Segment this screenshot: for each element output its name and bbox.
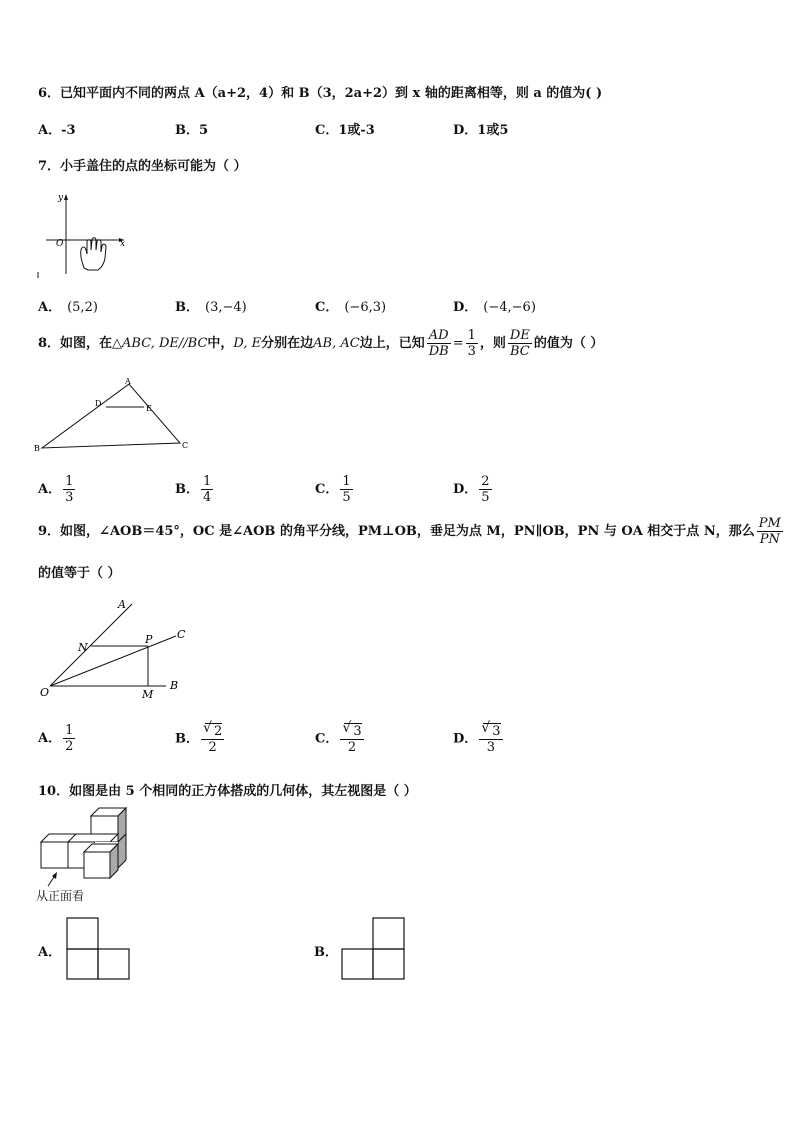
label-b: B	[170, 679, 179, 692]
option-value: -3	[61, 123, 76, 138]
q10-figure-caption: 从正面看	[36, 889, 85, 903]
sqrt-radicand: √ 2	[205, 723, 222, 739]
q10-option-b-view[interactable]	[341, 917, 407, 981]
label-m: M	[142, 688, 154, 701]
option-label: B．	[175, 731, 199, 747]
option-fraction	[201, 723, 224, 755]
q7-option-a[interactable]	[38, 296, 98, 315]
option-value: 5	[199, 123, 209, 138]
q8-equals: =	[452, 336, 464, 351]
option-label: A．	[38, 945, 62, 960]
option-label: B．	[175, 300, 199, 315]
question-8-stem	[38, 328, 603, 359]
fraction-numerator: 1	[65, 474, 74, 489]
q9-option-d[interactable]	[453, 723, 505, 755]
label-p: P	[145, 633, 153, 646]
fraction-denominator: BC	[509, 344, 530, 359]
q8-suffix: 的值为（ ）	[533, 336, 604, 351]
option-value: 1或-3	[338, 123, 375, 138]
fraction-denominator: 3	[65, 490, 74, 505]
fraction-denominator: 5	[342, 490, 351, 505]
question-9-stem	[38, 516, 785, 547]
q8-mid-3: 边上，已知	[359, 336, 425, 351]
option-value: (−4,−6)	[483, 300, 536, 315]
option-label: A．	[38, 482, 62, 497]
q10-option-b[interactable]	[314, 941, 338, 960]
option-label: A．	[38, 731, 62, 746]
q8-option-d[interactable]	[453, 474, 494, 505]
fraction-numerator: 1	[467, 328, 476, 343]
option-value: (3,−4)	[205, 300, 247, 315]
question-6-stem: 6．已知平面内不同的两点 A（a+2，4）和 B（3，2a+2）到 x 轴的距离相等，则 a 的值为( )	[38, 86, 603, 101]
option-label: B．	[175, 482, 199, 497]
option-label: C．	[315, 123, 339, 138]
option-fraction	[201, 474, 213, 505]
q8-mid-1: 中，	[207, 336, 234, 351]
fraction-numerator	[340, 723, 363, 740]
y-axis-label: y	[58, 193, 64, 203]
fraction-denominator: 2	[65, 739, 74, 754]
q8-asked-fraction	[508, 328, 532, 359]
origin-label: O	[56, 239, 64, 249]
option-fraction	[340, 474, 352, 505]
fraction-numerator: 1	[342, 474, 351, 489]
option-fraction	[340, 723, 363, 755]
q10-option-a[interactable]	[38, 941, 61, 960]
option-fraction	[63, 723, 75, 754]
fraction-numerator: DE	[509, 328, 530, 343]
option-label: A．	[38, 300, 62, 315]
x-axis-label: x	[120, 239, 126, 249]
q7-coordinate-figure	[36, 188, 136, 280]
fraction-numerator: 2	[481, 474, 490, 489]
q8-mid-2: 分别在边	[261, 336, 314, 351]
option-value: (−6,3)	[344, 300, 387, 315]
option-value: (5,2)	[67, 300, 98, 315]
q8-condition-3: AB, AC	[313, 336, 360, 351]
option-label: D．	[453, 123, 478, 138]
option-label: B．	[314, 945, 338, 960]
option-fraction	[63, 474, 75, 505]
option-label: D．	[453, 731, 478, 747]
option-value: 1或5	[477, 123, 509, 138]
q9-text: 9．如图，∠AOB＝45°，OC 是∠AOB 的角平分线，PM⊥OB，垂足为点 M，PN∥OB，PN 与 OA 相交于点 N，那么	[38, 524, 755, 539]
label-b: B	[34, 444, 40, 453]
fraction-denominator: PN	[759, 532, 780, 547]
label-n: N	[78, 641, 88, 654]
fraction-numerator: AD	[428, 328, 449, 343]
fraction-numerator	[479, 723, 502, 740]
label-o: O	[40, 686, 50, 699]
option-label: C．	[315, 482, 339, 497]
option-label: C．	[315, 731, 339, 747]
q9-option-a[interactable]	[38, 723, 77, 754]
q6-option-b[interactable]	[175, 119, 208, 138]
q8-option-a[interactable]	[38, 474, 77, 505]
label-a: A	[118, 598, 126, 611]
question-7-stem: 7．小手盖住的点的坐标可能为（ ）	[38, 159, 247, 174]
q7-option-d[interactable]	[453, 296, 536, 315]
q8-option-b[interactable]	[175, 474, 215, 505]
option-fraction	[479, 723, 502, 755]
q9-fraction	[757, 516, 783, 547]
fraction-numerator	[201, 723, 224, 740]
option-label: C．	[315, 300, 339, 315]
q6-option-a[interactable]	[38, 119, 76, 138]
fraction-numerator: 1	[203, 474, 212, 489]
option-fraction	[479, 474, 491, 505]
label-c: C	[182, 441, 189, 450]
q8-value-fraction	[466, 328, 478, 359]
option-label: A．	[38, 123, 62, 138]
q7-option-c[interactable]	[315, 296, 386, 315]
q10-option-a-view[interactable]	[66, 917, 132, 981]
q8-option-c[interactable]	[315, 474, 355, 505]
fraction-denominator: 2	[208, 740, 217, 755]
label-a: A	[125, 377, 131, 386]
label-c: C	[177, 628, 186, 641]
option-label: D．	[453, 300, 478, 315]
q7-option-b[interactable]	[175, 296, 247, 315]
fraction-numerator: PM	[758, 516, 781, 531]
fraction-denominator: 4	[203, 490, 212, 505]
q8-condition-2: D, E	[233, 336, 262, 351]
option-label: B．	[175, 123, 199, 138]
q9-angle-figure	[36, 594, 196, 704]
fraction-denominator: 3	[467, 344, 476, 359]
fraction-denominator: 5	[481, 490, 490, 505]
q8-mid-4: ，则	[479, 336, 506, 351]
q8-triangle-figure	[34, 375, 194, 455]
question-9-stem-cont: 的值等于（ ）	[38, 566, 121, 581]
option-label: D．	[453, 482, 478, 497]
q6-option-d[interactable]	[453, 119, 508, 138]
label-d: D	[95, 399, 102, 408]
fraction-numerator: 1	[65, 723, 74, 738]
fraction-denominator: 2	[347, 740, 357, 755]
sqrt-radicand: √ 3	[483, 723, 500, 739]
label-e: E	[146, 404, 152, 413]
fraction-denominator: DB	[428, 344, 449, 359]
q9-option-c[interactable]	[315, 723, 366, 755]
hand-icon	[81, 238, 106, 270]
question-10-stem: 10．如图是由 5 个相同的正方体搭成的几何体，其左视图是（ ）	[38, 784, 417, 799]
q8-given-fraction	[427, 328, 451, 359]
fraction-denominator: 3	[486, 740, 496, 755]
q9-option-b[interactable]	[175, 723, 226, 755]
q6-option-c[interactable]	[315, 119, 375, 138]
q8-condition-1: △ABC, DE//BC	[112, 336, 208, 351]
q8-prefix: 8．如图，在	[38, 336, 113, 351]
sqrt-radicand: √ 3	[344, 723, 361, 739]
